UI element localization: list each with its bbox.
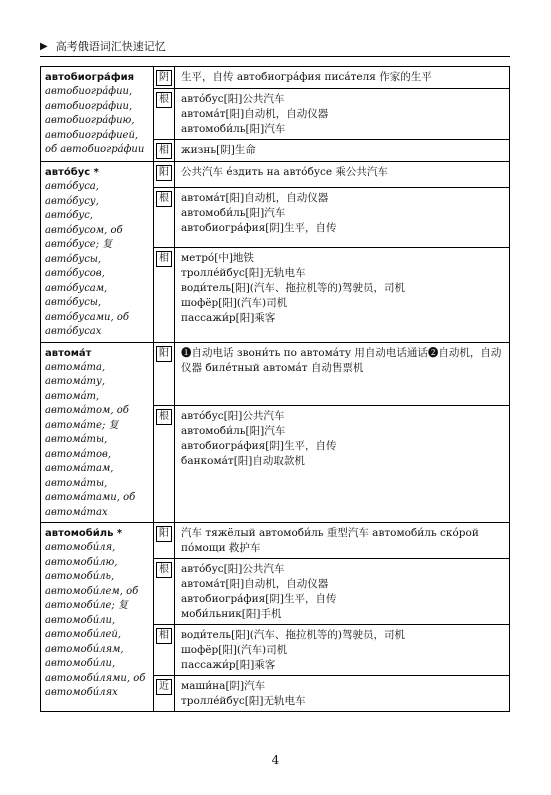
category-tag: 根 [156, 409, 172, 425]
headword: автобиогра́фия [45, 72, 135, 83]
definition-line: пассажи́р[阳]乘客 [181, 659, 276, 671]
definition-cell [175, 342, 510, 406]
definition-cell [175, 67, 510, 89]
definition-line: води́тель[阳](汽车、拖拉机等的)驾驶员，司机 [181, 281, 405, 294]
entry-row [41, 342, 510, 406]
headword: автома́т [45, 347, 92, 359]
category-tag: 根 [156, 92, 172, 108]
tag-cell [154, 247, 175, 342]
definition-line: автомоби́ль[阳]汽车 [181, 206, 286, 219]
headword-cell [41, 342, 154, 523]
category-tag: 相 [156, 628, 172, 644]
page-number: 4 [271, 753, 280, 767]
dictionary-table [40, 66, 510, 712]
entry-row [41, 67, 510, 89]
definition-line: автома́т[阳]自动机，自动仪器 [181, 578, 329, 590]
definition-line: автобиогра́фия[阴]生平，自传 [181, 221, 337, 234]
tag-cell [154, 523, 175, 559]
definition-line: автомоби́ль[阳]汽车 [181, 123, 286, 135]
tag-cell [154, 67, 175, 89]
definition-line: автома́т[阳]自动机，自动仪器 [181, 191, 329, 204]
definition-line: ❶自动电话 звони́ть по автома́ту 用自动电话通话❷自动机，自动仪器 биле́тный автома́т 自动售票机 [181, 346, 502, 374]
tag-cell [154, 162, 175, 188]
inflection-forms: автобиогра́фии, автобиогра́фии, автобиогра́фию, автобиогра́фией, об автобиогра́фии [45, 86, 145, 155]
headword-cell [41, 67, 154, 162]
running-header [40, 38, 166, 54]
tag-cell [154, 187, 175, 247]
definition-cell [175, 89, 510, 140]
inflection-forms: автома́та, автома́ту, автома́т, автома́том, об автома́те; 复 автома́ты, автома́тов, автома́там, автома́ты, автома́тами, об автома́тах [45, 361, 136, 518]
headword: авто́бус * [45, 167, 99, 178]
definition-line: пассажи́р[阳]乘客 [181, 311, 276, 324]
category-tag: 根 [156, 191, 172, 207]
category-tag: 相 [156, 251, 172, 267]
category-tag: 相 [156, 143, 172, 159]
headword-cell [41, 523, 154, 712]
definition-line: тролле́йбус[阳]无轨电车 [181, 266, 306, 279]
definition-cell [175, 187, 510, 247]
definition-line: води́тель[阳](汽车、拖拉机等的)驾驶员，司机 [181, 629, 405, 641]
definition-cell [175, 162, 510, 188]
definition-cell [175, 140, 510, 162]
definition-line: тролле́йбус[阳]无轨电车 [181, 695, 306, 707]
definition-line: метро́[中]地铁 [181, 251, 254, 264]
tag-cell [154, 676, 175, 712]
definition-line: автобиогра́фия[阴]生平，自传 [181, 593, 337, 605]
header-rule [40, 56, 510, 57]
definition-line: автомоби́ль[阳]汽车 [181, 425, 286, 438]
inflection-forms: автомоби́ля, автомоби́лю, автомоби́ль, автомоби́лем, об автомоби́ле; 复 автомоби́ли, автомоби́лей, автомоби́лям, автомоби́ли, автомоби́лями, об автомоби́лях [45, 542, 146, 698]
definition-line: маши́на[阴]汽车 [181, 680, 266, 692]
definition-line: 生平，自传 автобиогра́фия писа́теля 作家的生平 [181, 71, 432, 83]
definition-cell [175, 625, 510, 676]
definition-line: автобиогра́фия[阴]生平，自传 [181, 440, 337, 453]
tag-cell [154, 140, 175, 162]
category-tag: 近 [156, 679, 172, 695]
definition-cell [175, 559, 510, 625]
category-tag: 阳 [156, 346, 172, 362]
headword: автомоби́ль * [45, 528, 123, 539]
triangle-marker-icon: ▶ [40, 40, 48, 52]
entry-row [41, 162, 510, 188]
definition-line: шофёр[阳](汽车)司机 [181, 296, 288, 309]
definition-cell [175, 523, 510, 559]
definition-line: 汽车 тяжёлый автомоби́ль 重型汽车 автомоби́ль ско́рой по́мощи 救护车 [181, 527, 479, 554]
definition-line: авто́бус[阳]公共汽车 [181, 563, 285, 575]
tag-cell [154, 625, 175, 676]
definition-line: жизнь[阴]生命 [181, 144, 256, 156]
tag-cell [154, 559, 175, 625]
tag-cell [154, 89, 175, 140]
definition-line: шофёр[阳](汽车)司机 [181, 644, 288, 656]
category-tag: 阳 [156, 165, 172, 181]
headword-cell [41, 162, 154, 343]
category-tag: 阴 [156, 70, 172, 86]
inflection-forms: авто́буса, авто́бусу, авто́бус, авто́бусом, об авто́бусе; 复 авто́бусы, авто́бусов, авто́бусам, авто́бусы, авто́бусами, об авто́бусах [45, 181, 129, 337]
category-tag: 阳 [156, 526, 172, 542]
definition-line: авто́бус[阳]公共汽车 [181, 93, 285, 105]
entry-row [41, 523, 510, 559]
tag-cell [154, 406, 175, 523]
definition-line: моби́льник[阳]手机 [181, 608, 282, 620]
tag-cell [154, 342, 175, 406]
definition-cell [175, 676, 510, 712]
definition-line: 公共汽车 е́здить на авто́бусе 乘公共汽车 [181, 166, 388, 178]
definition-line: банкома́т[阳]自动取款机 [181, 455, 305, 468]
header-title: 高考俄语词汇快速记忆 [55, 40, 166, 53]
definition-line: авто́бус[阳]公共汽车 [181, 410, 285, 423]
category-tag: 根 [156, 562, 172, 578]
definition-cell [175, 247, 510, 342]
definition-cell [175, 406, 510, 523]
definition-line: автома́т[阳]自动机，自动仪器 [181, 108, 329, 120]
